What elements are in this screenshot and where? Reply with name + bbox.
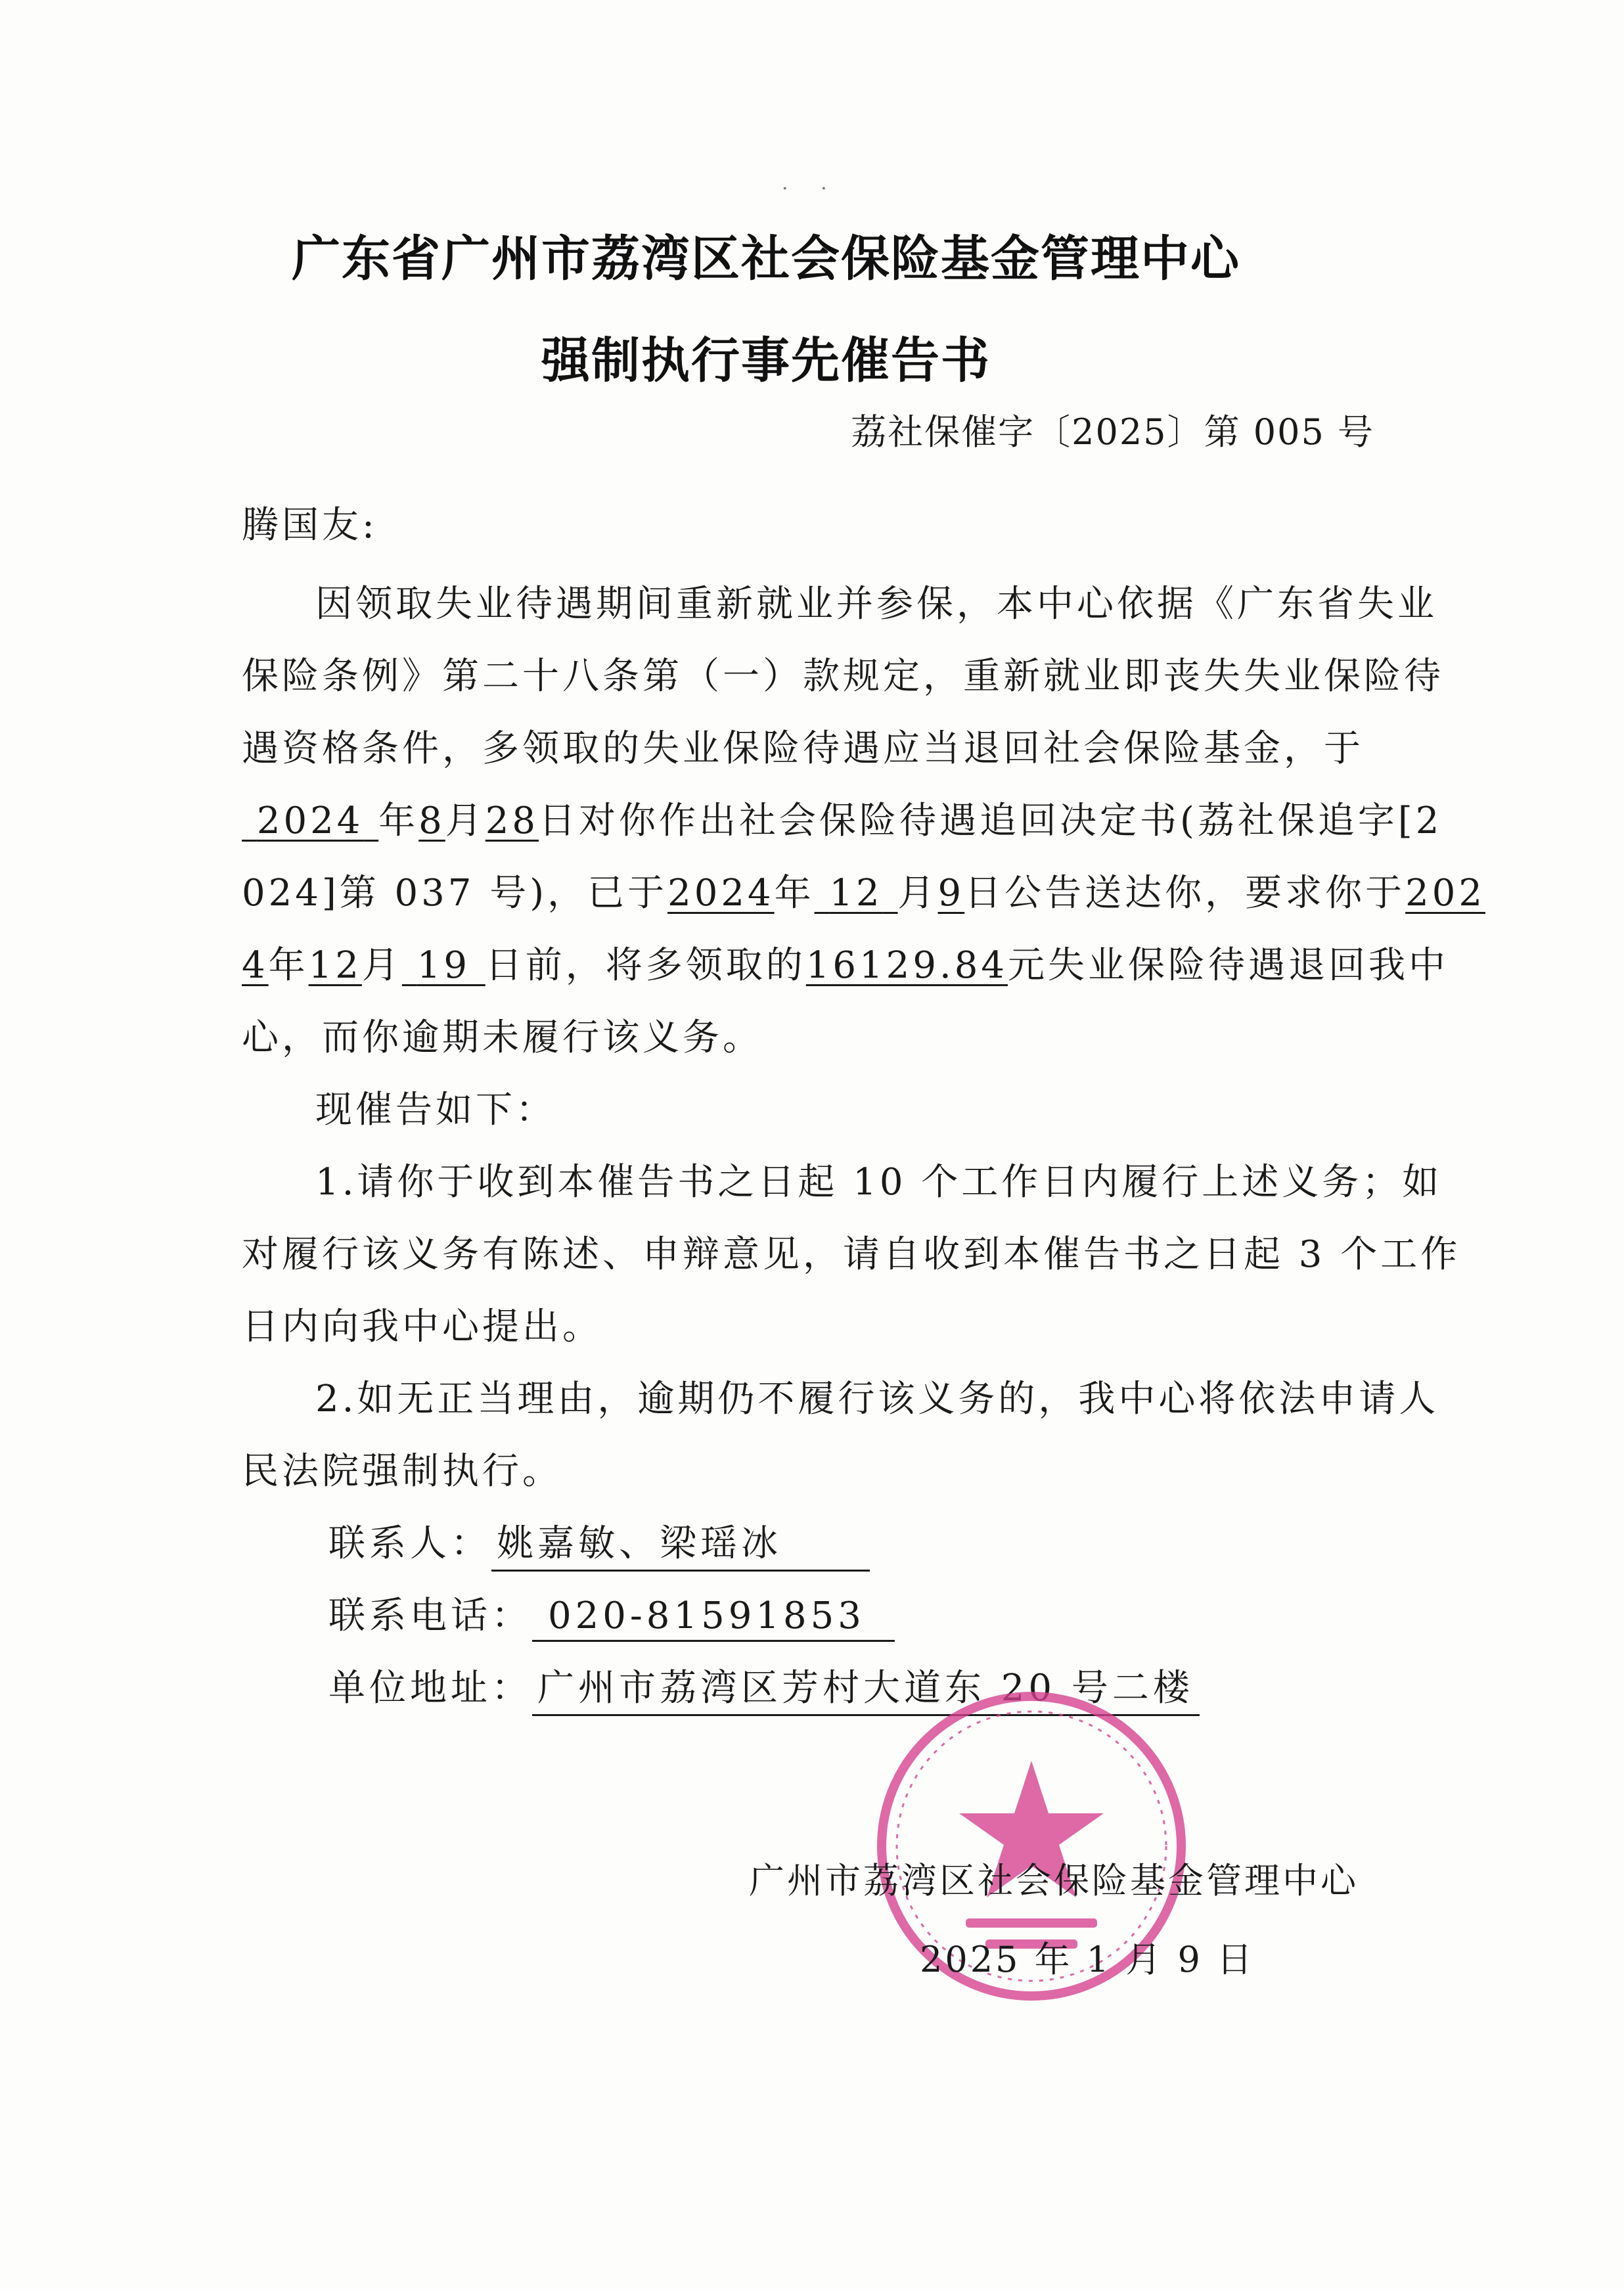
filled-day: 28 [485, 800, 539, 842]
contact-person-label: 联系人： [328, 1522, 491, 1565]
body-line: 1.请你于收到本催告书之日起 10 个工作日内履行上述义务；如 [315, 1161, 1443, 1204]
contact-phone-value: 020-81591853 [532, 1595, 895, 1642]
contact-phone-row [328, 1587, 895, 1642]
scan-speck: · · [782, 177, 840, 200]
document-number: 荔社保催字〔2025〕第 005 号 [851, 411, 1374, 453]
body-line: 因领取失业待遇期间重新就业并参保，本中心依据《广东省失业 [315, 583, 1437, 625]
filled-month: 12 [308, 944, 362, 987]
notice-intro: 现催告如下： [315, 1089, 556, 1131]
filled-day: 9 [937, 872, 965, 915]
body-line: 心，而你逾期未履行该义务。 [242, 1016, 763, 1059]
filled-day: 19 [417, 944, 470, 987]
body-line: 保险条例》第二十八条第（一）款规定，重新就业即丧失失业保险待 [242, 655, 1444, 698]
document-subtitle: 强制执行事先催告书 [541, 332, 991, 389]
document-title: 广东省广州市荔湾区社会保险基金管理中心 [292, 231, 1240, 287]
filled-amount: 16129.84 [805, 944, 1008, 987]
body-line: 对履行该义务有陈述、申辩意见，请自收到本催告书之日起 3 个工作 [242, 1233, 1461, 1276]
contact-person-row [328, 1514, 870, 1572]
body-line: 024]第 037 号)，已于2024年 12 月9日公告送达你，要求你于202 [242, 872, 1486, 915]
contact-person-value: 姚嘉敏、梁瑶冰 [491, 1514, 870, 1572]
filled-year: 2024 [256, 800, 364, 842]
addressee: 腾国友: [242, 504, 378, 547]
filled-year: 2024 [667, 872, 775, 915]
issuer-name: 广州市荔湾区社会保险基金管理中心 [749, 1860, 1359, 1901]
contact-address-value: 广州市荔湾区芳村大道东 20 号二楼 [532, 1659, 1200, 1716]
filled-month: 8 [418, 800, 445, 842]
contact-address-label: 单位地址： [328, 1667, 532, 1710]
body-line: 民法院强制执行。 [242, 1450, 562, 1493]
contact-phone-label: 联系电话： [328, 1595, 532, 1637]
body-line: 2024 年8月28日对你作出社会保险待遇追回决定书(荔社保追字[2 [242, 798, 1385, 844]
filled-year: 202 [1405, 872, 1486, 915]
body-line: 遇资格条件，多领取的失业保险待遇应当退回社会保险基金，于 [242, 727, 1364, 770]
filled-month: 12 [829, 872, 883, 915]
body-line: 2.如无正当理由，逾期仍不履行该义务的，我中心将依法申请人 [315, 1378, 1439, 1420]
body-line: 日内向我中心提出。 [242, 1305, 602, 1348]
body-line: 4年12月 19 日前，将多领取的16129.84元失业保险待遇退回我中 [242, 944, 1449, 987]
issue-date: 2025 年 1 月 9 日 [920, 1939, 1255, 1980]
filled-year: 4 [242, 944, 269, 987]
